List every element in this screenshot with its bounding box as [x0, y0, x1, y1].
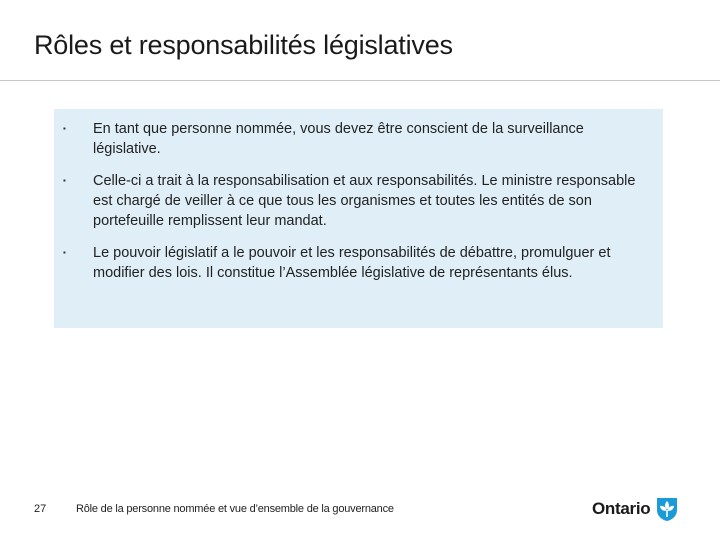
bullet-text: En tant que personne nommée, vous devez être conscient de la surveillance législative.: [93, 121, 584, 157]
ontario-wordmark: Ontario: [592, 499, 651, 518]
bullet-marker: ▪: [63, 248, 66, 257]
title-divider: [0, 80, 720, 81]
bullet-marker: ▪: [63, 176, 66, 185]
ontario-brand: [592, 496, 679, 522]
content-box: [54, 109, 663, 328]
bullet-text: Celle-ci a trait à la responsabilisation et aux responsabilités. Le ministre responsable est chargé de veiller à ce que tous les organismes et toutes les entités de son portefeuille remplissent leur mandat.: [93, 173, 636, 229]
slide-title: Rôles et responsabilités législatives: [34, 30, 453, 60]
list-item: [62, 171, 643, 231]
footer-text: Rôle de la personne nommée et vue d’ensemble de la gouvernance: [76, 503, 394, 515]
bullet-marker: ▪: [63, 124, 66, 133]
bullet-list: [62, 119, 643, 283]
page-number: 27: [34, 503, 47, 515]
trillium-logo-icon: [655, 496, 679, 522]
bullet-text: Le pouvoir législatif a le pouvoir et les responsabilités de débattre, promulguer et modifier des lois. Il constitue l’Assemblée législative de représentants élus.: [93, 245, 611, 281]
list-item: [62, 119, 643, 159]
list-item: [62, 243, 643, 283]
